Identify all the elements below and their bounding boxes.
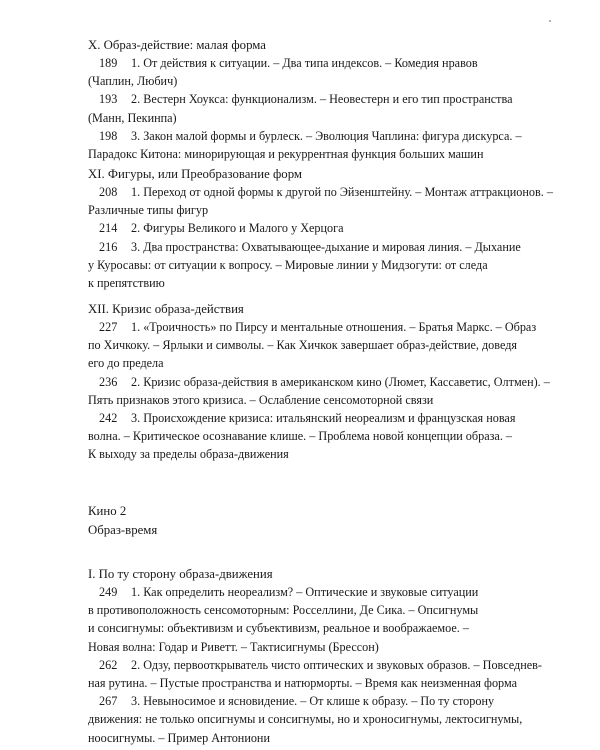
entry-text: 3. Закон малой формы и бурлеск. – Эволюция Чаплина: фигура дискурса. – bbox=[131, 128, 522, 143]
entry-first-line bbox=[88, 183, 553, 201]
toc-entry bbox=[88, 90, 533, 126]
section-heading: XI. Фигуры, или Преобразование форм bbox=[88, 167, 302, 181]
toc-entry bbox=[88, 373, 550, 409]
toc-entry bbox=[88, 219, 533, 237]
entry-text: 1. Как определить неореализм? – Оптические и звуковые ситуации bbox=[131, 585, 479, 599]
page-number: 249 bbox=[99, 585, 118, 599]
entry-text: 2. Фигуры Великого и Малого у Херцога bbox=[131, 221, 344, 236]
page-number: 214 bbox=[99, 221, 118, 236]
page-number: 262 bbox=[99, 657, 118, 672]
entry-text: 3. Невыносимое и ясновидение. – От клише к образу. – По ту сторону bbox=[131, 694, 495, 709]
entry-text: 1. Переход от одной формы к другой по Эйзенштейну. – Монтаж аттракционов. – bbox=[131, 185, 553, 199]
section-x bbox=[88, 36, 533, 163]
page-number: 236 bbox=[99, 374, 118, 389]
toc-entry bbox=[88, 183, 553, 219]
section-i bbox=[88, 565, 542, 747]
page-number: 227 bbox=[99, 320, 118, 334]
page-mark bbox=[549, 20, 551, 22]
section-heading: X. Образ-действие: малая форма bbox=[88, 38, 266, 52]
entry-line: и сонсигнумы: объективизм и субъективизм, реальное и воображаемое. – bbox=[88, 621, 469, 636]
entry-line: движения: не только опсигнумы и сонсигнумы, но и хроносигнумы, лектосигнумы, bbox=[88, 712, 523, 727]
toc-entry bbox=[88, 54, 533, 90]
entry-line: Новая волна: Годар и Риветт. – Тактисигнумы (Брессон) bbox=[88, 639, 379, 654]
entry-first-line bbox=[88, 318, 537, 336]
entry-line: (Манн, Пекинпа) bbox=[88, 110, 177, 125]
entry-first-line bbox=[88, 127, 533, 145]
section-xi bbox=[88, 165, 553, 292]
book-subtitle: Образ-время bbox=[88, 523, 158, 537]
entry-line: (Чаплин, Любич) bbox=[88, 74, 178, 89]
toc-entry bbox=[88, 409, 533, 464]
entry-first-line bbox=[88, 409, 533, 427]
section-xii bbox=[88, 300, 550, 464]
entry-text: 3. Два пространства: Охватывающее-дыхание и мировая линия. – Дыхание bbox=[131, 239, 521, 254]
page-number: 216 bbox=[99, 239, 118, 254]
entry-text: 1. От действия к ситуации. – Два типа индексов. – Комедия нравов bbox=[131, 56, 478, 70]
toc-entry bbox=[88, 583, 533, 656]
entry-text: 3. Происхождение кризиса: итальянский неореализм и французская новая bbox=[131, 411, 516, 426]
toc-entry bbox=[88, 318, 537, 373]
entry-line: волна. – Критическое осознавание клише. – Проблема новой концепции образа. – bbox=[88, 429, 513, 444]
entry-line: Парадокс Китона: минорирующая и рекуррентная функция больших машин bbox=[88, 147, 484, 162]
book-title: Кино 2 bbox=[88, 504, 127, 518]
book-two-heading bbox=[88, 502, 533, 540]
page-number: 189 bbox=[99, 56, 118, 70]
entry-line: К выходу за пределы образа-движения bbox=[88, 447, 289, 462]
page-number: 267 bbox=[99, 694, 118, 709]
entry-first-line bbox=[88, 656, 542, 674]
entry-first-line bbox=[88, 583, 533, 601]
entry-line: ная рутина. – Пустые пространства и натюрморты. – Время как неизменная форма bbox=[88, 676, 517, 691]
page-number: 193 bbox=[99, 92, 118, 107]
entry-first-line bbox=[88, 373, 550, 391]
section-heading: XII. Кризис образа-действия bbox=[88, 302, 244, 316]
entry-first-line bbox=[88, 238, 533, 256]
page-number: 208 bbox=[99, 185, 118, 199]
entry-text: 2. Кризис образа-действия в американском кино (Люмет, Кассаветис, Олтмен). – bbox=[131, 374, 550, 389]
entry-first-line bbox=[88, 54, 533, 72]
entry-line: в противоположность сенсомоторным: Росселлини, Де Сика. – Опсигнумы bbox=[88, 603, 479, 618]
entry-first-line bbox=[88, 692, 533, 710]
entry-line: ноосигнумы. – Пример Антониони bbox=[88, 730, 270, 745]
toc-entry bbox=[88, 238, 533, 293]
entry-line: его до предела bbox=[88, 356, 164, 371]
section-heading: I. По ту сторону образа-движения bbox=[88, 567, 273, 581]
toc-entry bbox=[88, 127, 533, 163]
entry-line: к препятствию bbox=[88, 276, 165, 291]
entry-line: Пять признаков этого кризиса. – Ослабление сенсомоторной связи bbox=[88, 392, 434, 407]
entry-line: Различные типы фигур bbox=[88, 203, 209, 218]
page-number: 242 bbox=[99, 411, 118, 426]
page-number: 198 bbox=[99, 128, 118, 143]
entry-line: у Куросавы: от ситуации к вопросу. – Мировые линии у Мидзогути: от следа bbox=[88, 257, 488, 272]
entry-first-line bbox=[88, 219, 533, 237]
toc-entry bbox=[88, 692, 533, 747]
entry-line: по Хичкоку. – Ярлыки и символы. – Как Хичкок завершает образ-действие, доведя bbox=[88, 338, 518, 353]
entry-text: 2. Вестерн Хоукса: функционализм. – Неовестерн и его тип пространства bbox=[131, 92, 513, 107]
entry-text: 1. «Троичность» по Пирсу и ментальные отношения. – Братья Маркс. – Образ bbox=[131, 320, 537, 334]
toc-entry bbox=[88, 656, 542, 692]
entry-text: 2. Одзу, первооткрыватель чисто оптических и звуковых образов. – Повседнев- bbox=[131, 657, 542, 672]
entry-first-line bbox=[88, 90, 533, 108]
